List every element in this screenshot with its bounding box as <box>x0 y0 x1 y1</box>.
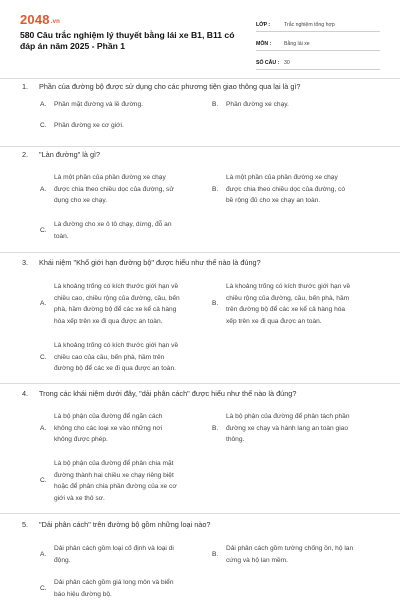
question-3-text: 3. Khái niệm "Khổ giới hạn đường bộ" được hiểu như thế nào là đúng? <box>22 258 261 267</box>
question-4-text: 4. Trong các khái niệm dưới đây, "dải phân cách" được hiểu như thế nào là đúng? <box>22 389 297 398</box>
question-4-option-a[interactable]: A. Là bộ phận của đường để ngăn cách không cho các loại xe vào những nơi không được phép. <box>40 413 163 443</box>
meta-row-subject <box>256 33 380 51</box>
logo-suffix: .vn <box>50 19 61 25</box>
question-1-text: 1. Phần của đường bộ được sử dụng cho các phương tiện giao thông qua lại là gì? <box>22 82 301 91</box>
meta-row-class <box>256 14 380 32</box>
meta-info <box>256 14 380 71</box>
question-2-text: 2. "Làn đường" là gì? <box>22 150 101 159</box>
meta-label: LỚP : <box>256 22 271 28</box>
question-3-option-a[interactable]: A. Là khoảng trống có kích thước giới hạn về chiều cao, chiều rộng của đường, cầu, bến phà, hầm đường bộ để các xe kể cả hàng hóa xếp trên xe đi qua được an toàn. <box>40 283 180 325</box>
document-header <box>0 0 400 79</box>
document-title: 580 Câu trắc nghiệm lý thuyết bằng lái xe B1, B11 có đáp án năm 2025 - Phần 1 <box>20 30 235 51</box>
meta-value: Trắc nghiệm tổng hợp <box>284 22 335 28</box>
site-logo[interactable] <box>20 12 60 27</box>
question-5-option-b[interactable]: B. Dải phân cách gồm tường chống ồn, hộ lan cứng và hộ lan mềm. <box>212 545 354 564</box>
question-5-option-c[interactable]: C. Dải phân cách gồm giá long môn và biển báo hiệu đường bộ. <box>40 579 174 598</box>
meta-label: SỐ CÂU : <box>256 60 280 66</box>
logo-text: 2048 <box>20 12 50 27</box>
question-5-option-a[interactable]: A. Dải phân cách gồm loại cố định và loại di động. <box>40 545 174 564</box>
question-2-option-b[interactable]: B. Là một phần của phần đường xe chạy được chia theo chiều dọc của đường, có bề rộng đủ cho xe chạy an toàn. <box>212 174 346 204</box>
question-2-option-c[interactable]: C. Là đường cho xe ô tô chạy, dừng, đỗ an toàn. <box>40 221 172 240</box>
meta-value: Bằng lái xe <box>284 41 310 47</box>
meta-label: MÔN : <box>256 41 272 47</box>
question-3-option-c[interactable]: C. Là khoảng trống có kích thước giới hạn về chiều cao của cầu, bến phà, hầm trên đường bộ để các xe đi qua được an toàn. <box>40 342 179 372</box>
question-2-option-a[interactable]: A. Là một phần của phần đường xe chạy được chia theo chiều dọc của đường, sử dụng cho xe chạy. <box>40 174 174 204</box>
divider <box>0 383 400 384</box>
question-5-text: 5. "Dải phân cách" trên đường bộ gồm những loại nào? <box>22 520 211 529</box>
question-3-option-b[interactable]: B. Là khoảng trống có kích thước giới hạn về chiều rộng của đường, cầu, bến phà, hầm trên đường bộ để các xe kể cả hàng hóa xếp trên xe đi qua được an toàn. <box>212 283 351 325</box>
document-page: 2048.vn 580 Câu trắc nghiệm lý thuyết bằng lái xe B1, B11 có đáp án năm 2025 - Phần 1 LỚP : Trắc nghiệm tổng hợp MÔN : Bằng lái xe SỐ CÂU : 30 1. Phần của đường bộ được sử dụng cho các phương tiện giao thông qua lại là gì? A. Phần mặt đường và lề đường. B. Phần đường xe chạy. C. Phần đường xe cơ giới. 2. "Làn đường" là gì? A. Là một phần của phần đường xe chạy được chia theo chiều dọc của đường, sử dụng cho xe chạy. B. Là một phần của phần đường xe chạy được chia theo chiều dọc của đường, có bề rộng đủ cho xe chạy an toàn. C. Là đường cho xe ô tô chạy, dừng, đỗ an toàn. 3. Khái niệm "Khổ giới hạn đường bộ" được hiểu như thế nào là đúng? A. Là khoảng trống có kích thước giới hạn về chiều cao, chiều rộng của đường, cầu, bến phà, hầm đường bộ để các xe kể cả hàng hóa xếp trên xe đi qua được an toàn. B. Là khoảng trống có kích thước giới hạn về chiều rộng của đường, cầu, bến phà, hầm trên đường bộ để các xe kể cả hàng hóa xếp trên xe đi qua được an toàn. C. Là khoảng trống có kích thước giới hạn về chiều cao của cầu, bến phà, hầm trên đường bộ để các xe đi qua được an toàn. 4. Trong các khái niệm dưới đây, "dải phân cách" được hiểu như thế nào là đúng? A. Là bộ phận của đường để ngăn cách không cho các loại xe vào những nơi không được phép. B. Là bộ phận của đường để phân tách phần đường xe chạy và hành lang an toàn giao thông. C. Là bộ phận của đường để phân chia mặt đường thành hai chiều xe chạy riêng biệt hoặc để phân chia phần đường của xe cơ giới và xe thô sơ. 5. "Dải phân cách" trên đường bộ gồm những loại nào? A. Dải phân cách gồm loại cố định và loại di động. B. Dải phân cách gồm tường chống ồn, hộ lan cứng và hộ lan mềm. C. Dải phân cách gồm giá long môn và biển báo hiệu đường bộ. <box>0 0 400 600</box>
question-4-option-c[interactable]: C. Là bộ phận của đường để phân chia mặt đường thành hai chiều xe chạy riêng biệt hoặc để phân chia phần đường của xe cơ giới và xe thô sơ. <box>40 460 177 502</box>
meta-row-count <box>256 52 380 70</box>
divider <box>0 252 400 253</box>
question-4-option-b[interactable]: B. Là bộ phận của đường để phân tách phần đường xe chạy và hành lang an toàn giao thông. <box>212 413 350 443</box>
meta-value: 30 <box>284 60 290 66</box>
divider <box>0 513 400 514</box>
divider <box>0 146 400 147</box>
